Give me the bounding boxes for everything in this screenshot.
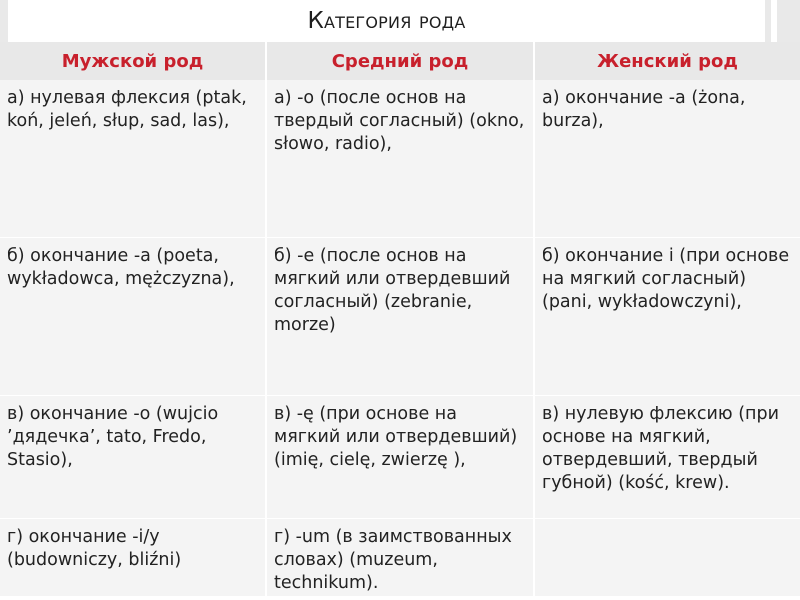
table-row (0, 80, 800, 238)
cell-masculine-a: а) нулевая флексия (ptak, koń, jeleń, słup, sad, las), (0, 80, 266, 238)
header-feminine: Женский род (534, 42, 800, 80)
cell-neuter-c: в) -ę (при основе на мягкий или отвердевший) (imię, cielę, zwierzę ), (266, 396, 534, 519)
table-row (0, 519, 800, 597)
cell-feminine-c: в) нулевую флексию (при основе на мягкий, отвердевший, твердый губной) (kość, krew). (534, 396, 800, 519)
title-edge-decoration (771, 0, 777, 42)
cell-masculine-d: г) окончание -i/y (budowniczy, bliźni) (0, 519, 266, 597)
page-title: Категория рода (307, 8, 466, 34)
cell-masculine-b: б) окончание -a (poeta, wykładowca, mężczyzna), (0, 238, 266, 396)
cell-feminine-d (534, 519, 800, 597)
cell-neuter-a: а) -o (после основ на твердый согласный) (okno, słowo, radio), (266, 80, 534, 238)
cell-feminine-a: а) окончание -a (żona, burza), (534, 80, 800, 238)
cell-masculine-c: в) окончание -o (wujcio ’дядечка’, tato, Fredo, Stasio), (0, 396, 266, 519)
cell-neuter-b: б) -e (после основ на мягкий или отвердевший согласный) (zebranie, morze) (266, 238, 534, 396)
title-box (8, 0, 765, 42)
table-header-row (0, 42, 800, 80)
table-row (0, 238, 800, 396)
title-bar (0, 0, 800, 42)
header-neuter: Средний род (266, 42, 534, 80)
cell-feminine-b: б) окончание i (при основе на мягкий согласный) (pani, wykładowczyni), (534, 238, 800, 396)
cell-neuter-d: г) -um (в заимствованных словах) (muzeum, technikum). (266, 519, 534, 597)
header-masculine: Мужской род (0, 42, 266, 80)
gender-table (0, 42, 800, 597)
table-row (0, 396, 800, 519)
